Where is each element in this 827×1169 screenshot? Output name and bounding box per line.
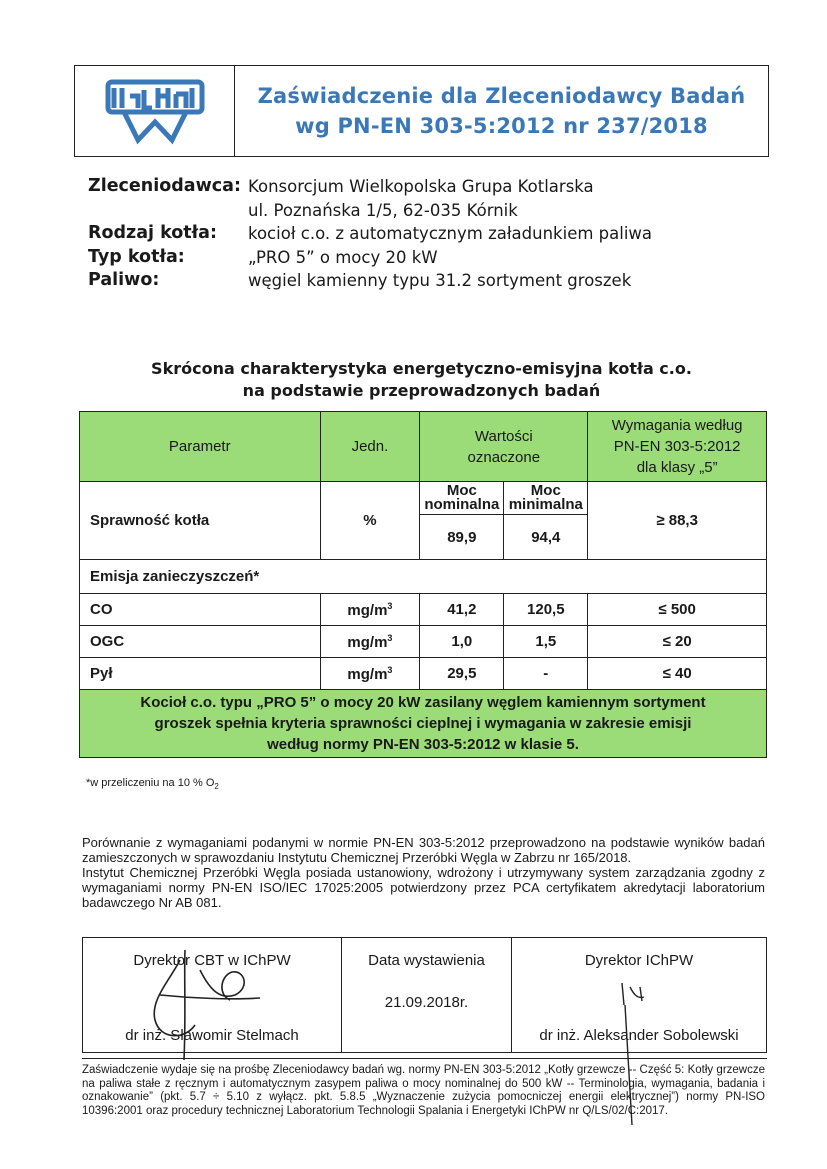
row-requirement: ≤ 40 — [588, 658, 767, 690]
document-title — [235, 66, 768, 156]
caption-line-2: na podstawie przeprowadzonych badań — [242, 381, 601, 400]
row-nominal: 1,0 — [420, 626, 504, 658]
title-line-1: Zaświadczenie dla Zleceniodawcy Badań — [257, 84, 746, 108]
row-requirement: ≤ 20 — [588, 626, 767, 658]
conclusion-row — [80, 690, 767, 758]
efficiency-unit: % — [320, 482, 420, 560]
subheader-nominal: Moc nominalna — [420, 482, 504, 515]
footnote: *w przeliczeniu na 10 % $O_2$ — [86, 777, 219, 792]
info-row-client — [88, 175, 652, 199]
client-label: Zleceniodawca: — [88, 176, 241, 196]
row-param: Pył — [80, 658, 321, 690]
table-row — [80, 626, 767, 658]
emission-header-row — [80, 560, 767, 594]
info-row-fuel — [88, 269, 652, 293]
header-values: Wartości oznaczone — [420, 412, 588, 482]
client-address: ul. Poznańska 1/5, 62-035 Kórnik — [248, 200, 518, 220]
signature-middle — [342, 938, 512, 1052]
client-info — [88, 175, 652, 293]
characteristics-table — [79, 411, 767, 758]
table-row — [80, 594, 767, 626]
header-unit: Jedn. — [320, 412, 420, 482]
paragraph-basis: Porównanie z wymaganiami podanymi w normie PN-EN 303-5:2012 przeprowadzono na podstawie wyników badań zamieszczonych w sprawozdaniu Instytutu Chemicznej Przeróbki Węgla w Zabrzu nr 165/2018. — [82, 835, 765, 865]
table-header-row — [80, 412, 767, 482]
table-row — [80, 658, 767, 690]
issue-date: 21.09.2018r. — [384, 994, 469, 1011]
boiler-kind-value: kocioł c.o. z automatycznym załadunkiem paliwa — [248, 224, 653, 243]
header-requirements: Wymagania według PN-EN 303-5:2012 dla klasy „5” — [588, 412, 767, 482]
row-param: CO — [80, 594, 321, 626]
paragraph-accreditation: Instytut Chemicznej Przeróbki Węgla posiada ustanowiony, wdrożony i utrzymywany system zarządzania zgodny z wymaganiami normy PN-EN ISO/IEC 17025:2005 potwierdzony przez PCA certyfikatem akredytacji laboratorium badawczego Nr AB 081. — [82, 865, 765, 910]
row-requirement: ≤ 500 — [588, 594, 767, 626]
left-signer-name: dr inż. Sławomir Stelmach — [125, 1027, 299, 1044]
info-row-boiler-kind — [88, 222, 652, 246]
row-minimal: 120,5 — [504, 594, 588, 626]
caption-line-1: Skrócona charakterystyka energetyczno-emisyjna kotła c.o. — [151, 359, 692, 378]
row-nominal: 29,5 — [420, 658, 504, 690]
row-unit: $mg/m^3$ — [320, 594, 420, 626]
efficiency-requirement: ≥ 88,3 — [588, 482, 767, 560]
ichpw-logo-icon — [100, 76, 210, 146]
right-signer-name: dr inż. Aleksander Sobolewski — [539, 1027, 739, 1044]
signature-box — [82, 937, 767, 1053]
bottom-note: Zaświadczenie wydaje się na prośbę Zleceniodawcy badań wg. normy PN-EN 303-5:2012 „Kotły grzewcze -- Część 5: Kotły grzewcze na paliwa stałe z ręcznym i automatycznym zasypem paliwa o mocy nominalnej do 500 kW -- Terminologia, wymagania, badania i oznakowanie” (pkt. 5.7 ÷ 5.10 z wyłącz. pkt. 5.8.5 „Wyznaczenie zużycia pomocniczej energii elektrycznej”) normy PN-ISO 10396:2001 oraz procedury technicznej Laboratorium Technologii Spalania i Energetyki IChPW nr Q/LS/02/C:2017. — [82, 1064, 765, 1117]
row-unit: $mg/m^3$ — [320, 658, 420, 690]
conclusion: Kocioł c.o. typu „PRO 5” o mocy 20 kW zasilany węglem kamiennym sortyment groszek spełnia kryteria sprawności cieplnej i wymagania w zakresie emisji według normy PN-EN 303-5:2012 w klasie 5. — [80, 690, 767, 758]
boiler-type-label: Typ kotła: — [88, 246, 185, 267]
title-line-2: wg PN-EN 303-5:2012 nr 237/2018 — [295, 114, 708, 138]
fuel-label: Paliwo: — [88, 270, 160, 290]
row-minimal: 1,5 — [504, 626, 588, 658]
row-minimal: - — [504, 658, 588, 690]
left-signer-title: Dyrektor CBT w IChPW — [133, 952, 291, 969]
boiler-type-value: „PRO 5” o mocy 20 kW — [248, 247, 438, 267]
efficiency-minimal: 94,4 — [504, 515, 588, 560]
bottom-divider — [82, 1058, 767, 1059]
logo — [75, 66, 235, 156]
header-parameter: Parametr — [80, 412, 321, 482]
header-box — [74, 65, 769, 157]
efficiency-param: Sprawność kotła — [80, 482, 321, 560]
boiler-kind-label: Rodzaj kotła: — [88, 223, 217, 243]
subheader-minimal: Moc minimalna — [504, 482, 588, 515]
efficiency-row-top — [80, 482, 767, 515]
row-param: OGC — [80, 626, 321, 658]
table-caption — [74, 358, 769, 402]
efficiency-nominal: 89,9 — [420, 515, 504, 560]
emission-header: Emisja zanieczyszczeń* — [80, 560, 767, 594]
info-row-boiler-type — [88, 246, 652, 270]
row-unit: $mg/m^3$ — [320, 626, 420, 658]
fuel-value: węgiel kamienny typu 31.2 sortyment groszek — [248, 271, 632, 290]
info-row-address — [88, 199, 652, 223]
signature-right — [512, 938, 766, 1052]
comparison-paragraph — [82, 835, 765, 910]
signature-left — [83, 938, 342, 1052]
issue-date-label: Data wystawienia — [368, 952, 485, 969]
right-signer-title: Dyrektor IChPW — [584, 952, 694, 969]
client-value: Konsorcjum Wielkopolska Grupa Kotlarska — [248, 177, 594, 196]
row-nominal: 41,2 — [420, 594, 504, 626]
